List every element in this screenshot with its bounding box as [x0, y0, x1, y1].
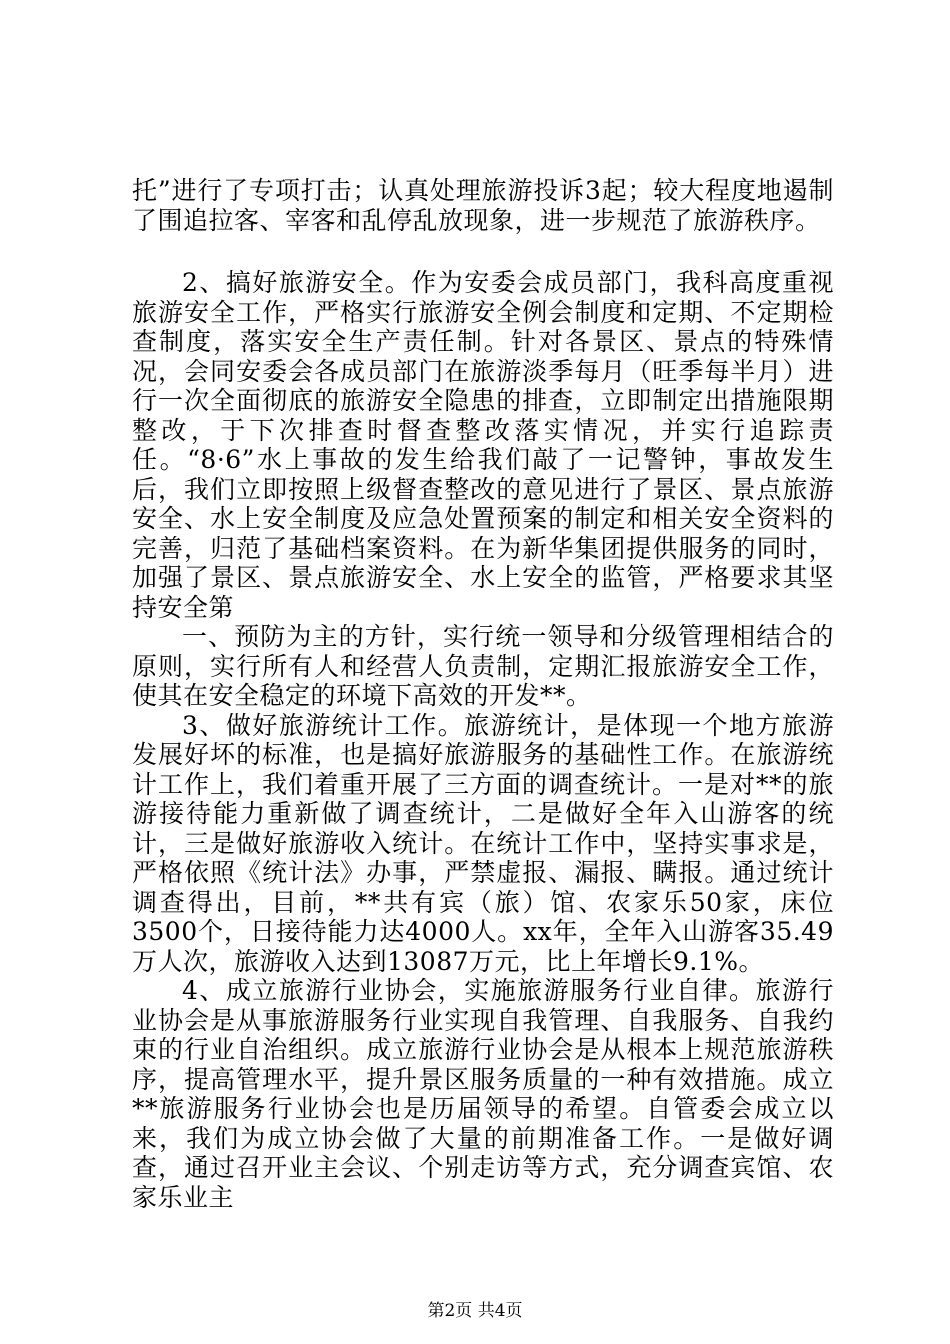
- paragraph: 一、预防为主的方针，实行统一领导和分级管理相结合的原则，实行所有人和经营人负责制，定期汇报旅游安全工作，使其在安全稳定的环境下高效的开发**。: [132, 622, 834, 710]
- paragraph: 3、做好旅游统计工作。旅游统计，是体现一个地方旅游发展好坏的标准，也是搞好旅游服务的基础性工作。在旅游统计工作上，我们着重开展了三方面的调查统计。一是对**的旅游接待能力重新做了调查统计，二是做好全年入山游客的统计，三是做好旅游收入统计。在统计工作中，坚持实事求是，严格依照《统计法》办事，严禁虚报、漏报、瞒报。通过统计调查得出，目前，**共有宾（旅）馆、农家乐50家，床位3500个，日接待能力达4000人。xx年，全年入山游客35.49万人次，旅游收入达到13087万元，比上年增长9.1%。: [132, 710, 834, 976]
- text-block-main: [132, 268, 834, 1212]
- paragraph: 2、搞好旅游安全。作为安委会成员部门，我科高度重视旅游安全工作，严格实行旅游安全例会制度和定期、不定期检查制度，落实安全生产责任制。针对各景区、景点的特殊情况，会同安委会各成员部门在旅游淡季每月（旺季每半月）进行一次全面彻底的旅游安全隐患的排查，立即制定出措施限期整改，于下次排查时督查整改落实情况，并实行追踪责任。“8·6”水上事故的发生给我们敲了一记警钟，事故发生后，我们立即按照上级督查整改的意见进行了景区、景点旅游安全、水上安全制度及应急处置预案的制定和相关安全资料的完善，归范了基础档案资料。在为新华集团提供服务的同时，加强了景区、景点旅游安全、水上安全的监管，严格要求其坚持安全第: [132, 268, 834, 622]
- paragraph: 4、成立旅游行业协会，实施旅游服务行业自律。旅游行业协会是从事旅游服务行业实现自我管理、自我服务、自我约束的行业自治组织。成立旅游行业协会是从根本上规范旅游秩序，提高管理水平，提升景区服务质量的一种有效措施。成立**旅游服务行业协会也是历届领导的希望。自管委会成立以来，我们为成立协会做了大量的前期准备工作。一是做好调查，通过召开业主会议、个别走访等方式，充分调查宾馆、农家乐业主: [132, 976, 834, 1212]
- paragraph: 托”进行了专项打击；认真处理旅游投诉3起；较大程度地遏制了围追拉客、宰客和乱停乱放现象，进一步规范了旅游秩序。: [132, 176, 834, 235]
- text-block-continuation: [132, 176, 834, 235]
- page-footer: 第2页 共4页: [427, 1301, 523, 1321]
